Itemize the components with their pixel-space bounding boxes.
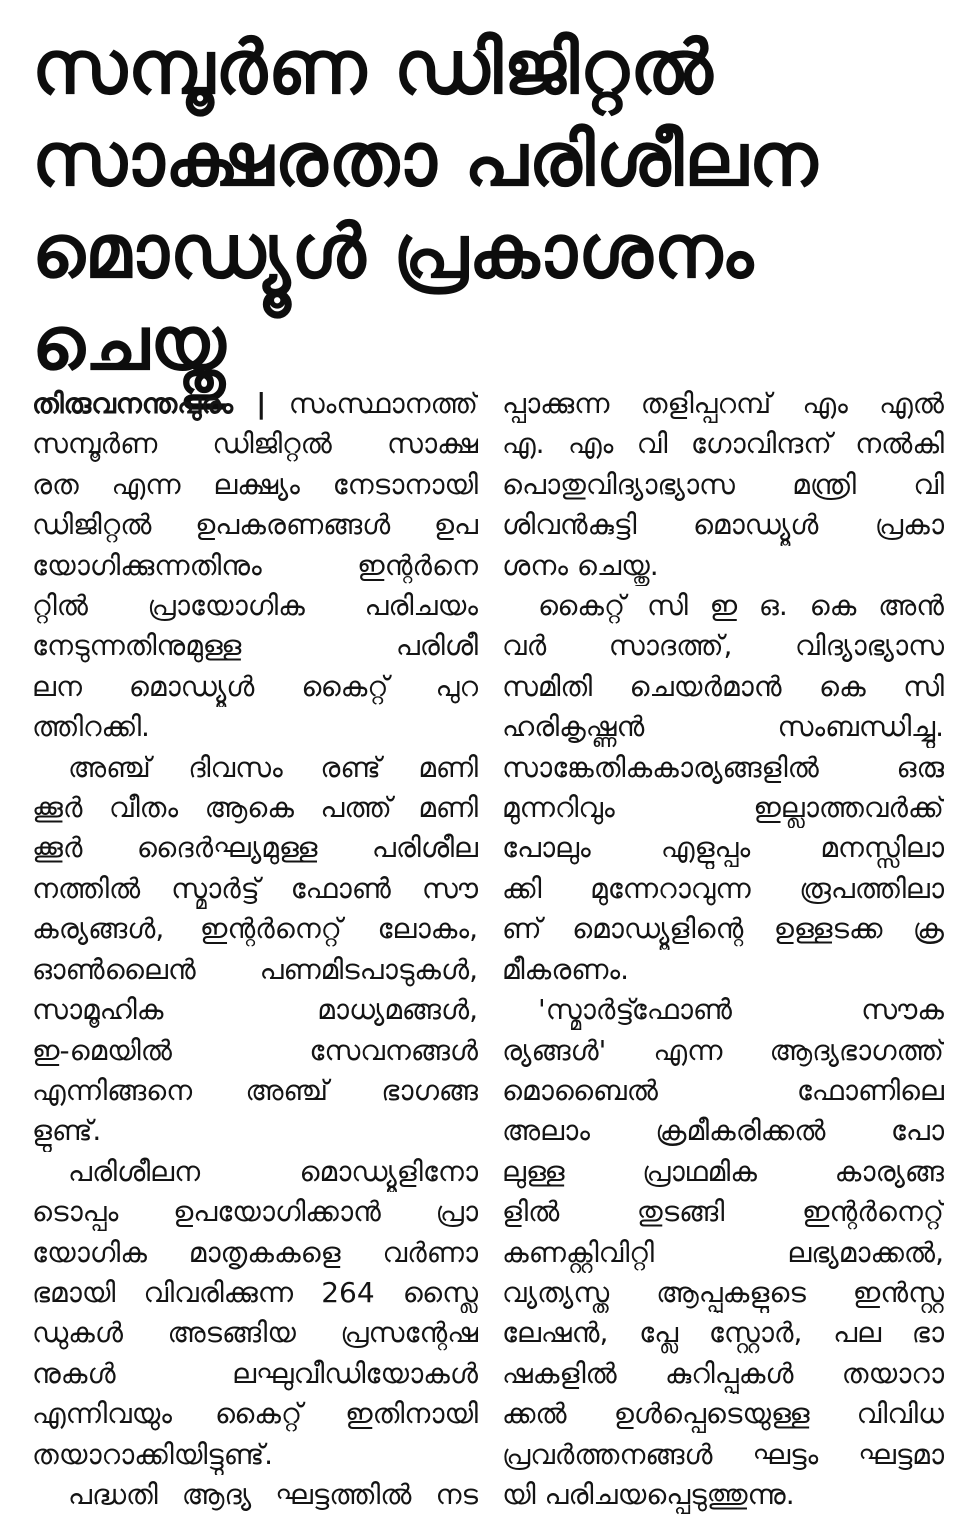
body-line: സാമൂഹിക മാധ്യമങ്ങൾ, — [32, 993, 478, 1027]
article-column-right — [502, 384, 944, 1515]
body-line: ളിൽ തുടങ്ങി ഇന്റർനെറ്റ് — [502, 1195, 944, 1229]
body-line: തയാറാക്കിയിട്ടുണ്ട്. — [32, 1437, 274, 1471]
body-line: ഭമായി വിവരിക്കുന്ന 264 സ്ലൈ — [32, 1275, 478, 1309]
headline-line: സാക്ഷരതാ പരിശീലന — [32, 117, 819, 203]
body-line: ടൊപ്പം ഉപയോഗിക്കാൻ പ്രാ — [32, 1195, 478, 1229]
paragraph — [32, 1475, 478, 1515]
paragraph — [502, 990, 944, 1515]
body-line: ത്തിറക്കി. — [32, 710, 150, 744]
body-line: നുകൾ ലഘുവീഡിയോകൾ — [32, 1356, 478, 1390]
body-line: ക്കൂർ ദൈർഘ്യമുള്ള പരിശീല — [32, 831, 478, 865]
body-line: റ്റിൽ പ്രായോഗിക പരിചയം — [32, 589, 478, 623]
body-line: ലേഷൻ, പ്ലേ സ്റ്റോർ, പല ഭാ — [502, 1316, 944, 1350]
body-line: എ. എം വി ഗോവിന്ദന് നൽകി — [502, 427, 944, 461]
body-line: വ്യത്യസ്ത ആപ്പുകളുടെ ഇൻസ്റ്റ — [502, 1275, 944, 1309]
body-line: ക്കൽ ഉൾപ്പെടെയുള്ള വിവിധ — [502, 1397, 944, 1431]
body-line: പ്പാക്കുന്ന തളിപ്പറമ്പ് എം എൽ — [502, 387, 944, 420]
paragraph — [502, 384, 944, 586]
body-line: വർ സാദത്ത്, വിദ്യാഭ്യാസ — [502, 629, 944, 663]
body-line: കര്യങ്ങൾ, ഇന്റർനെറ്റ് ലോകം, — [32, 912, 478, 946]
body-line: ഡിജിറ്റൽ ഉപകരണങ്ങൾ ഉപ — [32, 508, 478, 542]
body-line: അഞ്ച് ദിവസം രണ്ട് മണി — [68, 750, 478, 784]
body-text: സംസ്ഥാനത്ത് — [288, 387, 478, 420]
headline-line: ചെയ്തു — [32, 301, 227, 387]
body-line: ണ് മൊഡ്യൂളിന്റെ ഉള്ളടക്ക ക്ര — [502, 912, 944, 946]
headline-line: സമ്പൂർണ ഡിജിറ്റൽ — [32, 25, 714, 111]
body-line: ര്യങ്ങൾ' എന്ന ആദ്യഭാഗത്ത് — [502, 1033, 944, 1067]
body-line: ഡുകൾ അടങ്ങിയ പ്രസന്റേഷ — [32, 1316, 478, 1350]
body-line: രത എന്ന ലക്ഷ്യം നേടാനായി — [32, 467, 478, 501]
body-line: ലുള്ള പ്രാഥമിക കാര്യങ്ങ — [502, 1154, 944, 1188]
body-line: കണക്റ്റിവിറ്റി ലഭ്യമാക്കൽ, — [502, 1235, 944, 1269]
body-line: ഷകളിൽ കുറിപ്പുകൾ തയാറാ — [502, 1356, 944, 1390]
body-line: ളുണ്ട്. — [32, 1114, 102, 1148]
dateline: തിരുവനന്തപുരം | — [32, 387, 267, 420]
body-line: ഇ-മെയിൽ സേവനങ്ങൾ — [32, 1033, 478, 1067]
body-line: യോഗിക്കുന്നതിനും ഇന്റർനെ — [32, 548, 478, 582]
body-line: നേടുന്നതിനുമുള്ള പരിശീ — [32, 629, 478, 663]
body-line: എന്നിങ്ങനെ അഞ്ച് ഭാഗങ്ങ — [32, 1073, 478, 1107]
body-line — [32, 384, 478, 424]
paragraph — [32, 748, 478, 1152]
paragraph — [32, 1152, 478, 1475]
body-line: മീകരണം. — [502, 952, 630, 986]
paragraph — [502, 586, 944, 990]
body-line: ക്കൂർ വീതം ആകെ പത്ത് മണി — [32, 791, 478, 825]
headline-line: മൊഡ്യൂൾ പ്രകാശനം — [32, 209, 755, 295]
body-line: സമ്പൂർണ ഡിജിറ്റൽ സാക്ഷ — [32, 427, 478, 461]
body-line: പോലും എളുപ്പം മനസ്സിലാ — [502, 831, 944, 865]
body-line: യോഗിക മാതൃകകളെ വർണാ — [32, 1235, 478, 1269]
body-line: 'സ്മാർട്ട്ഫോൺ സൗക — [538, 993, 944, 1027]
body-line: യി പരിചയപ്പെടുത്തുന്നു. — [502, 1477, 795, 1511]
article-column-left — [32, 384, 478, 1515]
body-line: സമിതി ചെയർമാൻ കെ സി — [502, 669, 944, 703]
body-line: സാങ്കേതികകാര്യങ്ങളിൽ ഒരു — [502, 750, 944, 784]
headline — [32, 22, 942, 390]
body-line: ക്കി മുന്നേറാവുന്ന രൂപത്തിലാ — [502, 871, 944, 905]
paragraph — [32, 424, 478, 747]
body-line: പദ്ധതി ആദ്യ ഘട്ടത്തിൽ നട — [68, 1477, 478, 1511]
body-line: പൊതുവിദ്യാഭ്യാസ മന്ത്രി വി — [502, 467, 944, 501]
body-line: നത്തിൽ സ്മാർട്ട് ഫോൺ സൗ — [32, 871, 478, 905]
body-line: ശനം ചെയ്തു. — [502, 548, 659, 582]
body-line: ഹരികൃഷ്ണൻ സംബന്ധിച്ചു. — [502, 710, 944, 744]
body-line: ലന മൊഡ്യൂൾ കൈറ്റ് പുറ — [32, 669, 478, 703]
body-line: ശിവൻകുട്ടി മൊഡ്യൂൾ പ്രകാ — [502, 508, 944, 542]
body-line: അലാം ക്രമീകരിക്കൽ പോ — [502, 1114, 944, 1148]
body-line: പരിശീലന മൊഡ്യൂളിനോ — [68, 1154, 478, 1188]
body-line: മുന്നറിവും ഇല്ലാത്തവർക്ക് — [502, 791, 944, 825]
body-line: കൈറ്റ് സി ഇ ഒ. കെ അൻ — [538, 589, 944, 623]
body-line: പ്രവർത്തനങ്ങൾ ഘട്ടം ഘട്ടമാ — [502, 1437, 944, 1471]
body-line: മൊബൈൽ ഫോണിലെ — [502, 1073, 944, 1107]
body-line: എന്നിവയും കൈറ്റ് ഇതിനായി — [32, 1397, 478, 1431]
body-line: ഓൺലൈൻ പണമിടപാടുകൾ, — [32, 952, 478, 986]
